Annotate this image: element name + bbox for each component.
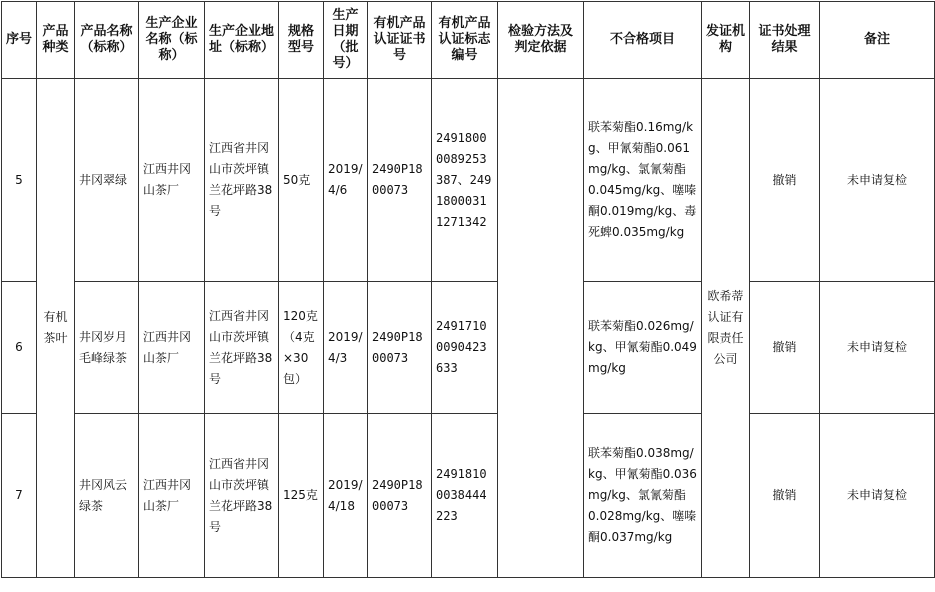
cell-result: 撤销 (750, 282, 820, 414)
header-product-name: 产品名称（标称） (75, 2, 139, 79)
cell-product-name: 井冈翠绿 (75, 79, 139, 282)
cell-prod-date: 2019/4/6 (324, 79, 368, 282)
cell-seq: 5 (2, 79, 37, 282)
cell-cert-no: 2490P1800073 (368, 282, 432, 414)
cell-company-name: 江西井冈山茶厂 (139, 79, 205, 282)
cell-prod-date: 2019/4/3 (324, 282, 368, 414)
cell-company-address: 江西省井冈山市茨坪镇兰花坪路38号 (205, 414, 279, 578)
table-row (2, 282, 935, 414)
cell-result: 撤销 (750, 414, 820, 578)
cell-nonconforming: 联苯菊酯0.026mg/kg、甲氰菊酯0.049mg/kg (584, 282, 702, 414)
header-cert-no: 有机产品认证证书号 (368, 2, 432, 79)
cell-certifier: 欧希蒂认证有限责任公司 (702, 79, 750, 578)
cell-company-name: 江西井冈山茶厂 (139, 414, 205, 578)
header-label-no: 有机产品认证标志编号 (432, 2, 498, 79)
header-nonconforming: 不合格项目 (584, 2, 702, 79)
header-remark: 备注 (820, 2, 935, 79)
cell-cert-no: 2490P1800073 (368, 414, 432, 578)
cell-spec: 120克（4克×30包） (279, 282, 324, 414)
cell-company-address: 江西省井冈山市茨坪镇兰花坪路38号 (205, 282, 279, 414)
header-seq: 序号 (2, 2, 37, 79)
cell-seq: 6 (2, 282, 37, 414)
cell-company-address: 江西省井冈山市茨坪镇兰花坪路38号 (205, 79, 279, 282)
cell-spec: 50克 (279, 79, 324, 282)
cell-product-name: 井冈岁月毛峰绿茶 (75, 282, 139, 414)
cell-prod-date: 2019/4/18 (324, 414, 368, 578)
nonconforming-products-table (1, 1, 935, 578)
cell-remark: 未申请复检 (820, 414, 935, 578)
cell-seq: 7 (2, 414, 37, 578)
cell-cert-no: 2490P1800073 (368, 79, 432, 282)
cell-spec: 125克 (279, 414, 324, 578)
cell-company-name: 江西井冈山茶厂 (139, 282, 205, 414)
header-method: 检验方法及判定依据 (498, 2, 584, 79)
cell-label-no: 24918000089253387、24918000311271342 (432, 79, 498, 282)
cell-remark: 未申请复检 (820, 282, 935, 414)
header-row (2, 2, 935, 79)
cell-category: 有机茶叶 (37, 79, 75, 578)
header-certifier: 发证机构 (702, 2, 750, 79)
cell-method (498, 79, 584, 578)
cell-label-no: 24917100090423633 (432, 282, 498, 414)
cell-remark: 未申请复检 (820, 79, 935, 282)
cell-label-no: 24918100038444223 (432, 414, 498, 578)
table-row (2, 414, 935, 578)
cell-nonconforming: 联苯菊酯0.038mg/kg、甲氰菊酯0.036mg/kg、氯氰菊酯0.028mg/kg、噻嗪酮0.037mg/kg (584, 414, 702, 578)
header-category: 产品种类 (37, 2, 75, 79)
cell-nonconforming: 联苯菊酯0.16mg/kg、甲氰菊酯0.061mg/kg、氯氰菊酯0.045mg/kg、噻嗪酮0.019mg/kg、毒死蜱0.035mg/kg (584, 79, 702, 282)
table-row (2, 79, 935, 282)
cell-product-name: 井冈风云绿茶 (75, 414, 139, 578)
cell-result: 撤销 (750, 79, 820, 282)
header-company-address: 生产企业地址（标称） (205, 2, 279, 79)
header-result: 证书处理结果 (750, 2, 820, 79)
header-spec: 规格型号 (279, 2, 324, 79)
header-company-name: 生产企业名称（标称） (139, 2, 205, 79)
header-prod-date: 生产日期（批号） (324, 2, 368, 79)
